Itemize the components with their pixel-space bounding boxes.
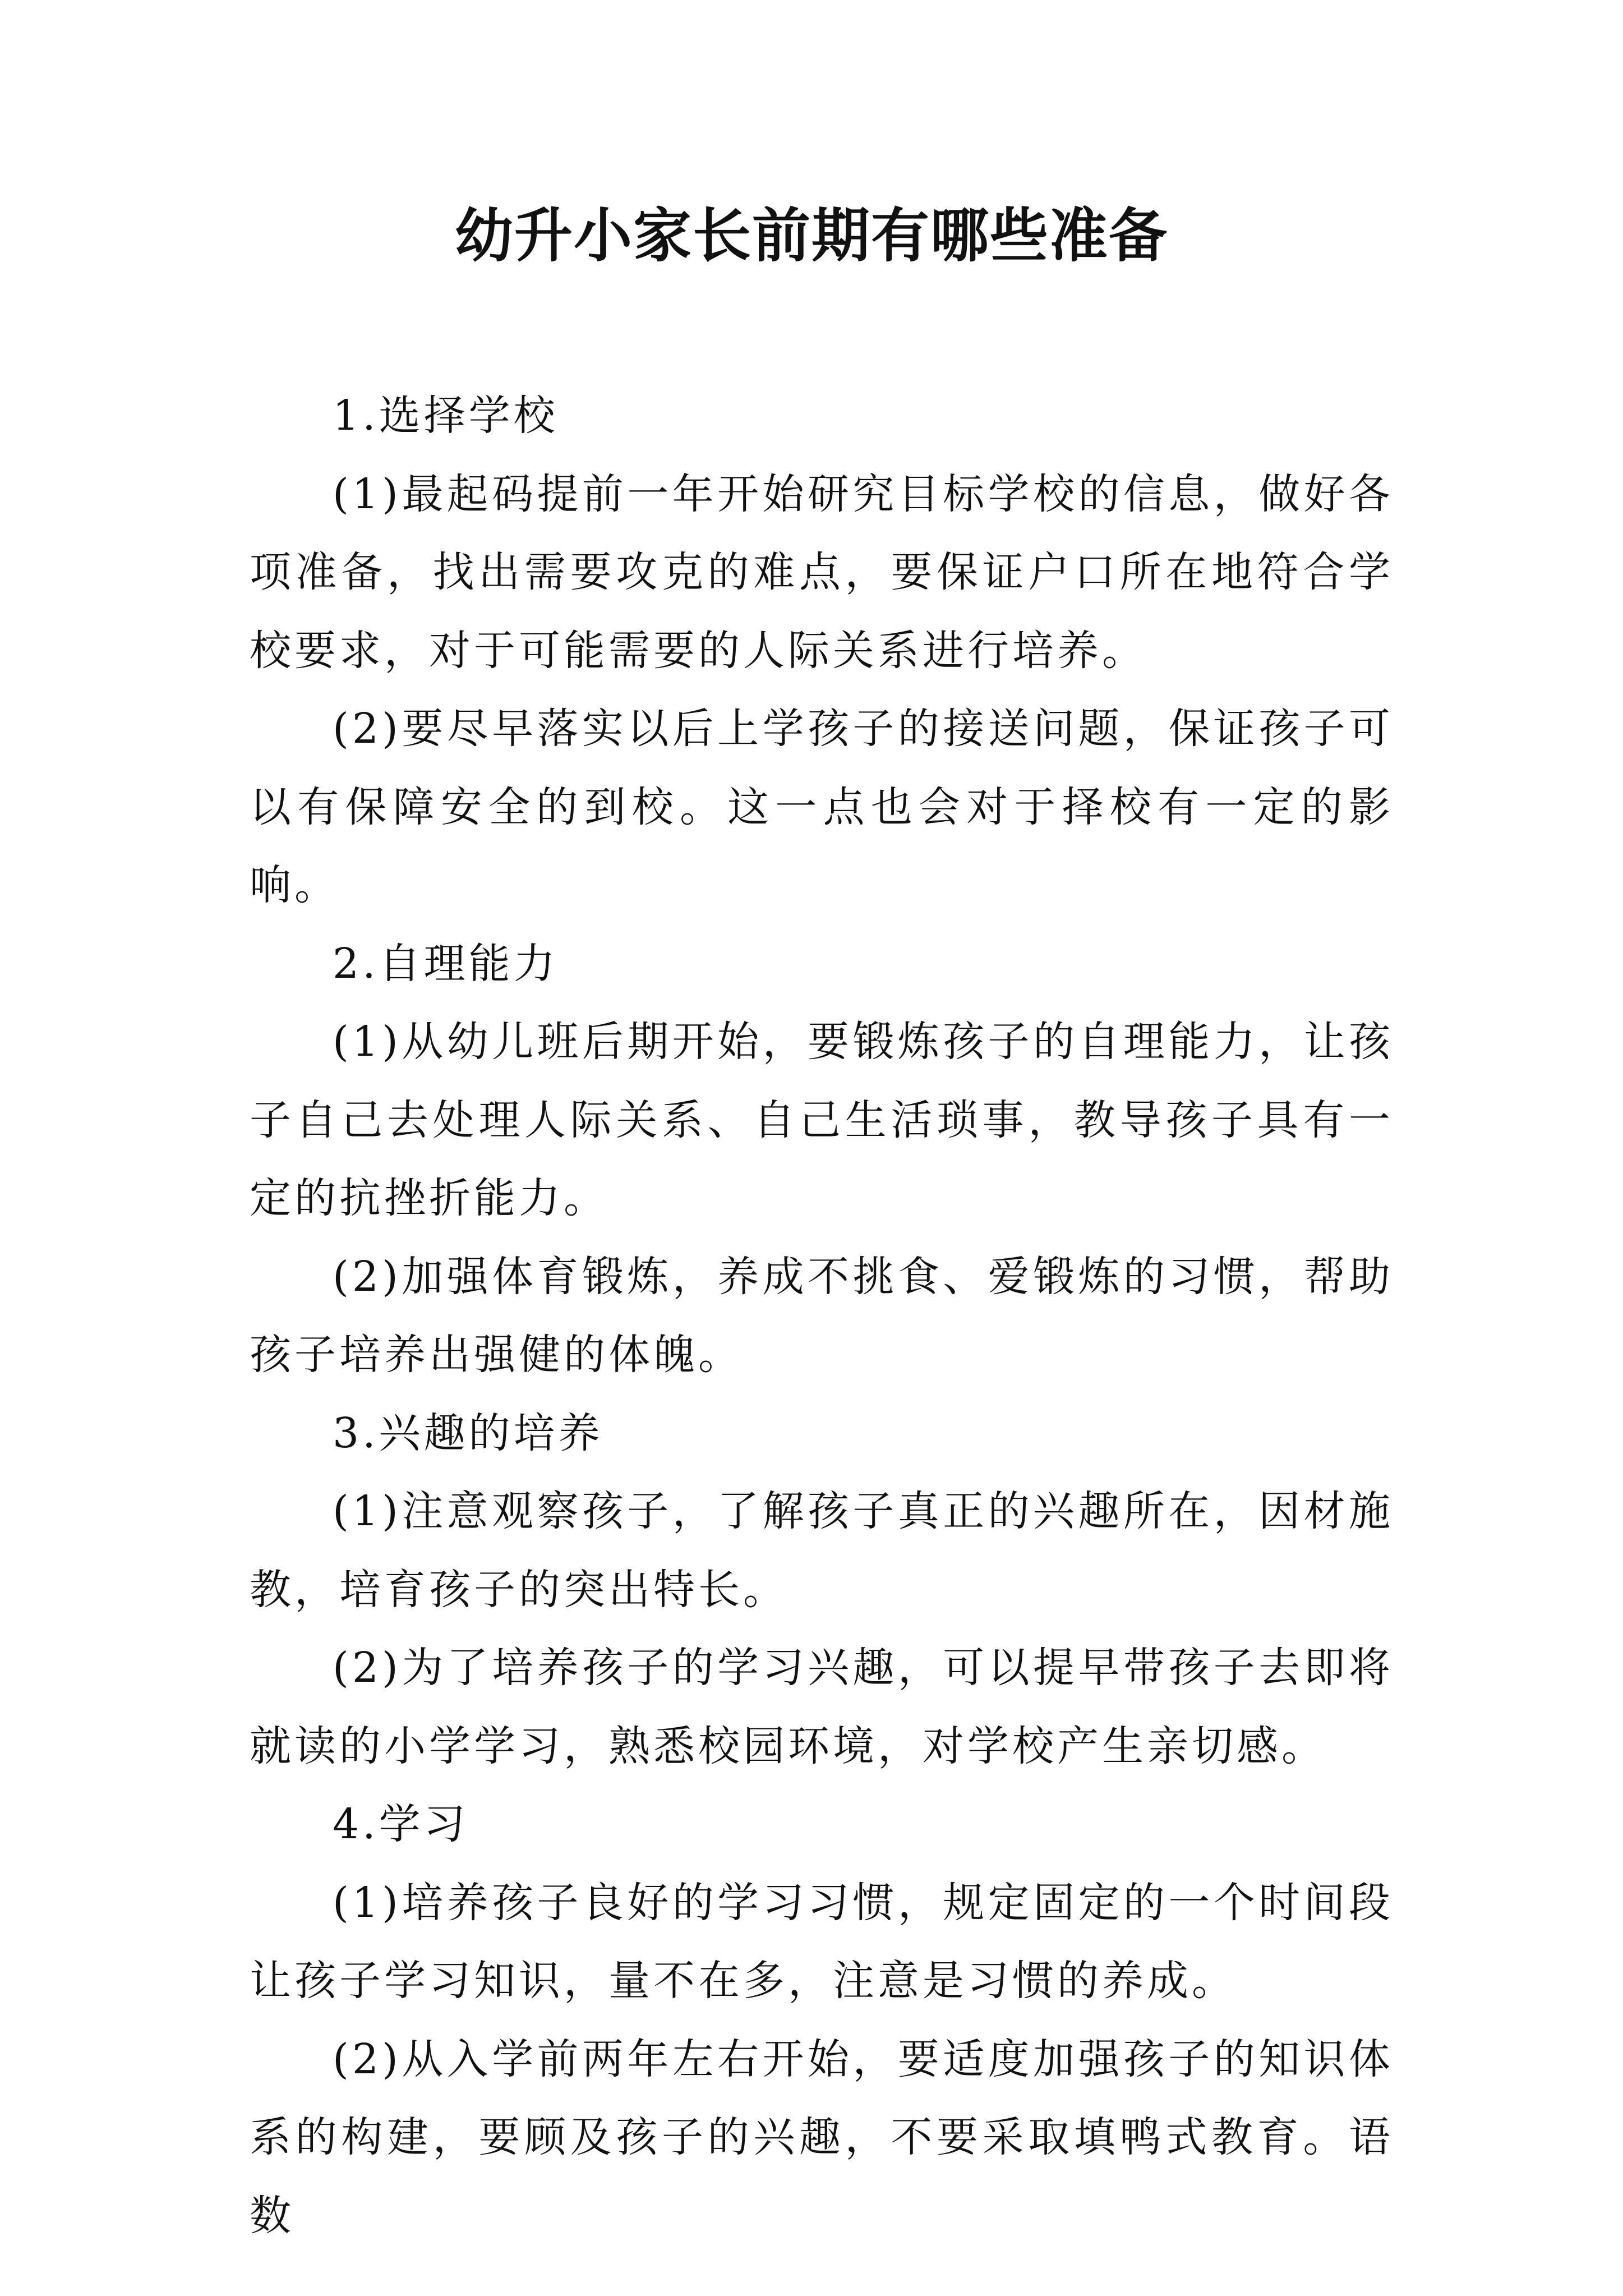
section-heading: 1.选择学校 [333, 392, 559, 440]
paragraph: (1)从幼儿班后期开始，要锻炼孩子的自理能力，让孩子自己去处理人际关系、自己生活琐事，教导孩子具有一定的抗挫折能力。 [250, 1018, 1394, 1222]
section-heading: 2.自理能力 [333, 939, 559, 988]
section-heading: 4.学习 [333, 1800, 469, 1848]
paragraph: (1)注意观察孩子，了解孩子真正的兴趣所在，因材施教，培育孩子的突出特长。 [250, 1487, 1394, 1614]
section-heading: 3.兴趣的培养 [333, 1409, 603, 1457]
document-body [250, 377, 1394, 2255]
paragraph: (2)从入学前两年左右开始，要适度加强孩子的知识体系的构建，要顾及孩子的兴趣，不要采取填鸭式教育。语数 [250, 2035, 1394, 2240]
paragraph: (1)培养孩子良好的学习习惯，规定固定的一个时间段让孩子学习知识，量不在多，注意是习惯的养成。 [250, 1878, 1394, 2005]
paragraph: (2)为了培养孩子的学习兴趣，可以提早带孩子去即将就读的小学学习，熟悉校园环境，对学校产生亲切感。 [250, 1644, 1394, 1770]
paragraph: (1)最起码提前一年开始研究目标学校的信息，做好各项准备，找出需要攻克的难点，要保证户口所在地符合学校要求，对于可能需要的人际关系进行培养。 [250, 470, 1394, 675]
paragraph: (2)要尽早落实以后上学孩子的接送问题，保证孩子可以有保障安全的到校。这一点也会对于择校有一定的影响。 [250, 705, 1394, 909]
paragraph: (2)加强体育锻炼，养成不挑食、爱锻炼的习惯，帮助孩子培养出强健的体魄。 [250, 1252, 1394, 1379]
document-title: 幼升小家长前期有哪些准备 [454, 201, 1168, 270]
